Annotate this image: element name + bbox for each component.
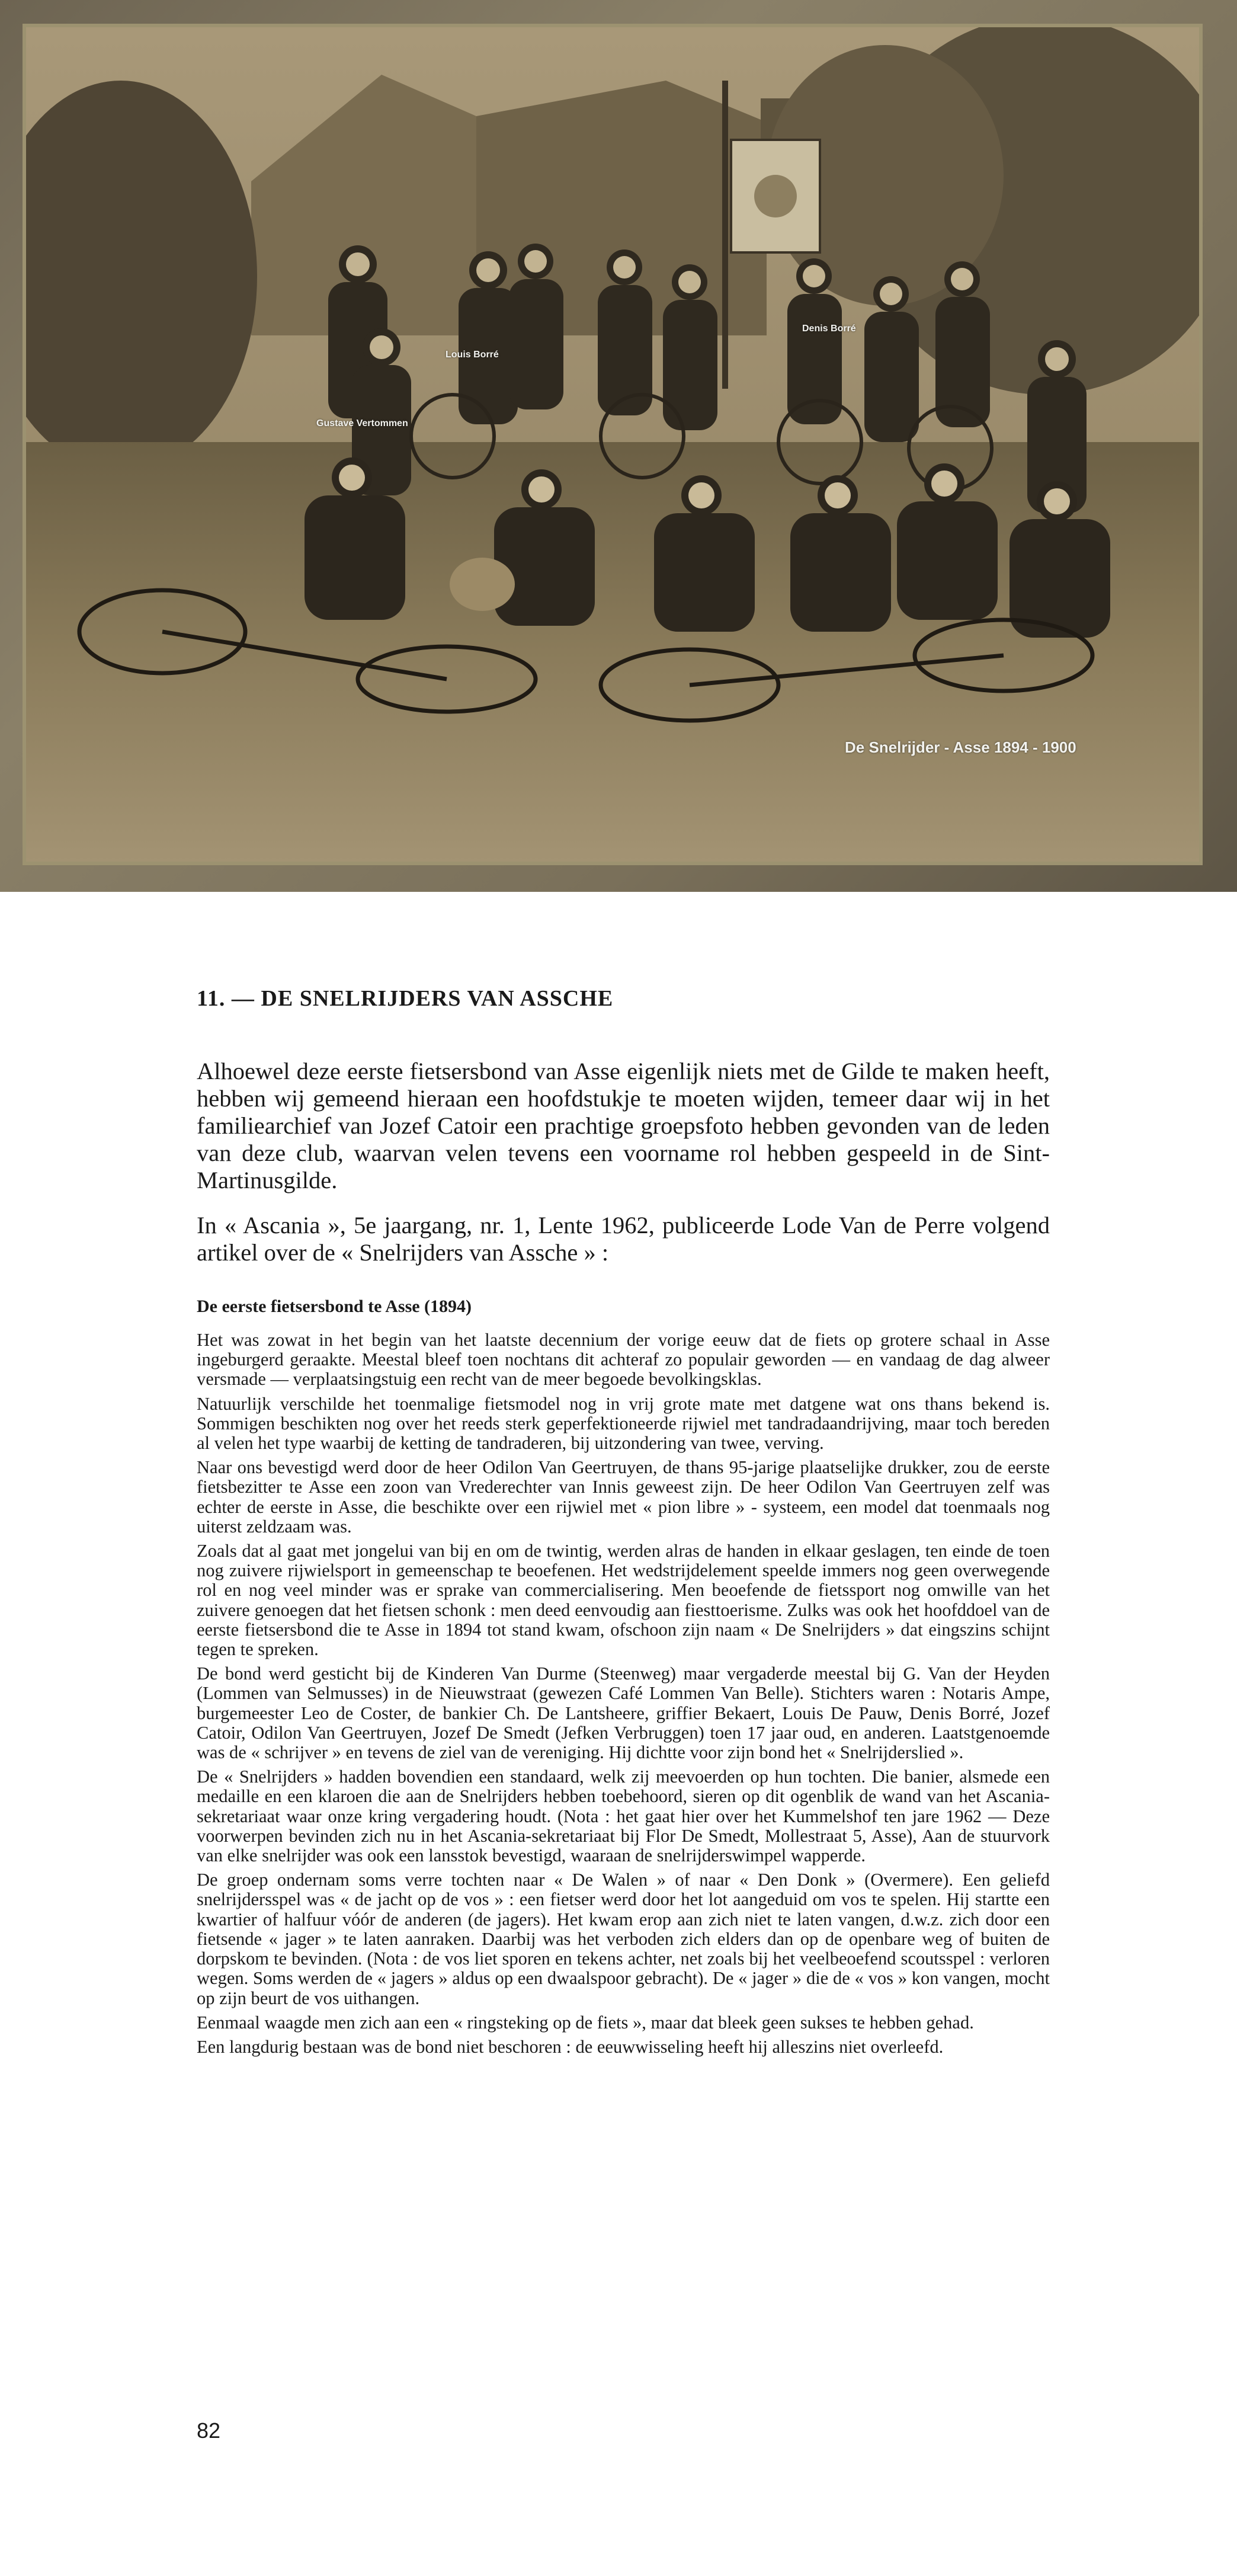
book-page [0, 892, 1237, 2576]
sepia-photo-illustration [26, 27, 1199, 862]
label-gustave-vertommen: Gustave Vertommen [316, 418, 408, 428]
photo-card [0, 0, 1237, 892]
article-paragraph: Natuurlijk verschilde het toenmalige fietsmodel nog in vrij grote mate met datgene wat ons thans bekend is. Sommigen beschikten nog over het reeds sterk geperfektioneerde rijwiel met tandradaandrijving, maar toch bereden al velen het type waarbij de ketting de tandraderen, bij uitzondering van twee, verving. [197, 1393, 1050, 1454]
article-paragraph: Het was zowat in het begin van het laatste decennium der vorige eeuw dat de fiets op grotere schaal in Asse ingeburgerd geraakte. Meestal bleef toen nochtans dit achteraf zo populair geworden — en vandaag de dag alweer versmade — verplaatsingstuig een recht van de meer begoede bevolkingsklas. [197, 1330, 1050, 1390]
article-title: De eerste fietsersbond te Asse (1894) [197, 1297, 472, 1316]
article-paragraph: De groep ondernam soms verre tochten naar « De Walen » of naar « Den Donk » (Overmere). Een geliefd snelrijdersspel was « de jacht op de vos » : een fietser werd door het lot aangeduid om vos te spelen. Hij startte een kwartier of halfuur vóór de anderen (de jagers). Het kwam erop aan zich niet te laten vangen, d.w.z. zich door een fietsende « jager » te laten aanraken. Daarbij was het verboden zich elders dan op de openbare weg of buiten de dorpskom te bevinden. (Nota : de vos liet sporen en tekens achter, net zoals bij het veelbeoefend scoutsspel : verloren wegen. Soms werden de « jagers » aldus op een dwaalspoor gebracht). De « jager » die de « vos » kon vangen, mocht op zijn beurt de vos uithangen. [197, 1870, 1050, 2008]
article-paragraph: De « Snelrijders » hadden bovendien een standaard, welk zij meevoerden op hun tochten. Die banier, alsmede een medaille en een klaroen die aan de Snelrijders hebben toebehoord, sieren op dit ogenblik de wand van het Ascania-sekretariaat waar onze kring vergadering houdt. (Nota : het gaat hier over het Kummelshof ten jare 1962 — Deze voorwerpen bevinden zich nu in het Ascania-sekretariaat bij Flor De Smedt, Mollestraat 5, Asse), Aan de stuurvork van elke snelrijder was ook een lansstok bevestigd, waaraan de snelrijderswimpel wapperde. [197, 1767, 1050, 1866]
label-louis-borre: Louis Borré [446, 350, 499, 360]
article-paragraph: Zoals dat al gaat met jongelui van bij en om de twintig, werden alras de handen in elkaar geslagen, ten einde de toen nog zuivere rijwielsport in gemeenschap te beoefenen. Het wedstrijdelement speelde immers nog geen overwegende rol en nog veel minder was er sprake van commercialisering. Men beoefende de fietssport nog omwille van het zuivere genoegen dat het fietsen schonk : men deed eenvoudig aan fiesttoerisme. Zulks was ook het hoofddoel van de eerste fietsersbond die te Asse in 1894 tot stand kwam, ofschoon zijn naam « De Snelrijders » dat eingszins schijnt tegen te spreken. [197, 1541, 1050, 1660]
chapter-title: 11. — DE SNELRIJDERS VAN ASSCHE [197, 986, 614, 1011]
label-denis-borre: Denis Borré [802, 324, 856, 334]
article-paragraph: Een langdurig bestaan was de bond niet beschoren : de eeuwwisseling heeft hij alleszins niet overleefd. [197, 2036, 944, 2057]
group-photo [23, 24, 1203, 865]
article-paragraph: Naar ons bevestigd werd door de heer Odilon Van Geertruyen, de thans 95-jarige plaatselijke drukker, zou de eerste fietsbezitter te Asse een zoon van Vrederechter van Innis geweest zijn. De heer Odilon Van Geertruyen zelf was echter de eerste in Asse, die beschikte over een rijwiel met « pion libre » - systeem, een model dat toenmaals nog uiterst zeldzaam was. [197, 1457, 1050, 1537]
page-number: 82 [197, 2418, 221, 2443]
intro-paragraph: In « Ascania », 5e jaargang, nr. 1, Lente 1962, publiceerde Lode Van de Perre volgend artikel over de « Snelrijders van Assche » : [197, 1212, 1050, 1266]
article-body [197, 1330, 1050, 2062]
intro-paragraph: Alhoewel deze eerste fietsersbond van Asse eigenlijk niets met de Gilde te maken heeft, hebben wij gemeend hieraan een hoofdstukje te moeten wijden, temeer daar wij in het familiearchief van Jozef Catoir een prachtige groepsfoto hebben gevonden van de leden van deze club, waarvan velen tevens een voorname rol hebben gespeeld in de Sint-Martinusgilde. [197, 1058, 1050, 1193]
photo-caption: De Snelrijder - Asse 1894 - 1900 [845, 738, 1076, 756]
article-paragraph: Eenmaal waagde men zich aan een « ringsteking op de fiets », maar dat bleek geen sukses te hebben gehad. [197, 2012, 974, 2033]
article-paragraph: De bond werd gesticht bij de Kinderen Van Durme (Steenweg) maar vergaderde meestal bij G. Van der Heyden (Lommen van Selmusses) in de Nieuwstraat (gewezen Café Lommen Van Belle). Stichters waren : Notaris Ampe, burgemeester Leo de Coster, de bankier Ch. De Lantsheere, griffier Bekaert, Louis De Pauw, Denis Borré, Jozef Catoir, Odilon Van Geertruyen, Jozef De Smedt (Jefken Verbruggen) toen 17 jaar oud, en anderen. Laatstgenoemde was de « schrijver » en tevens de ziel van de vereniging. Hij dichtte voor zijn bond het « Snelrijderslied ». [197, 1663, 1050, 1763]
